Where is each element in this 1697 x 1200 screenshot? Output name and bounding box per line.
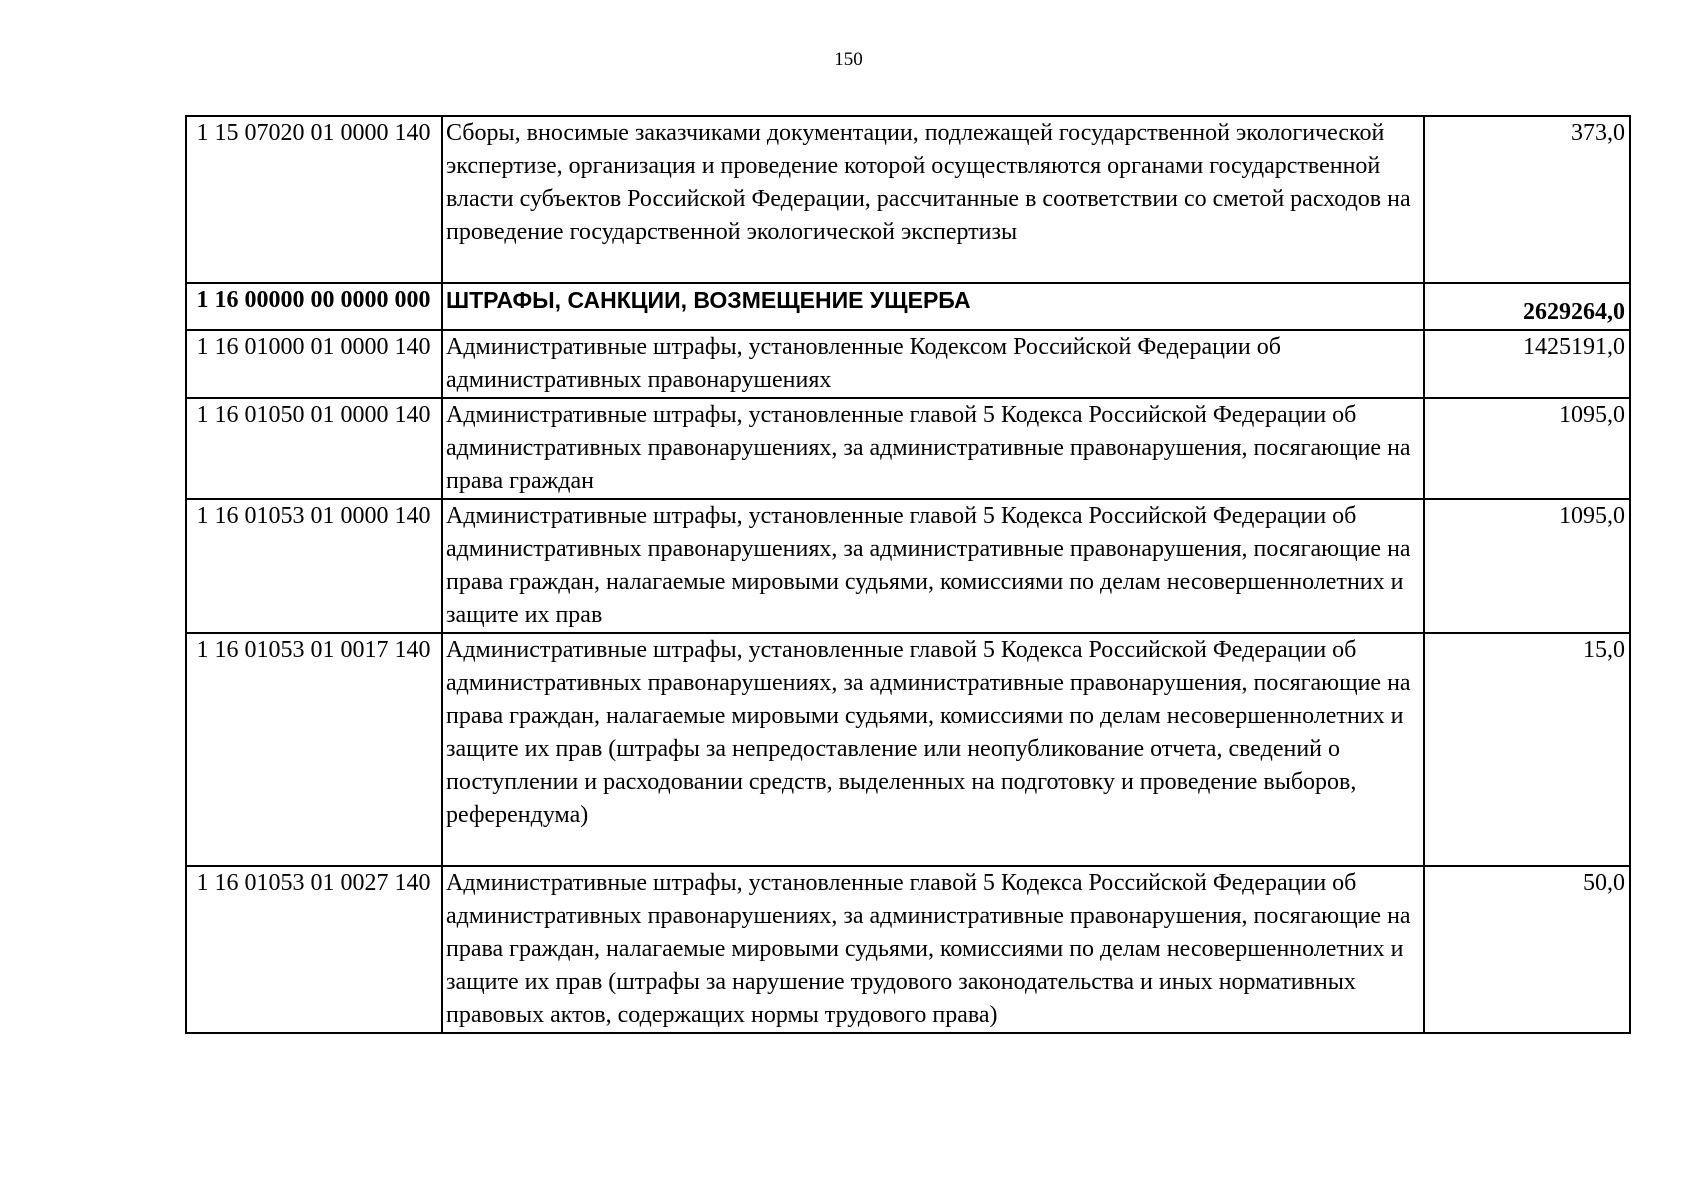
amount-cell: 1095,0 <box>1424 499 1630 633</box>
table-row <box>186 398 1630 499</box>
amount-cell: 1095,0 <box>1424 398 1630 499</box>
item-name-cell: Административные штрафы, установленные Кодексом Российской Федерации об административных правонарушениях <box>442 330 1424 398</box>
page-number: 150 <box>834 49 863 70</box>
amount-cell: 373,0 <box>1424 116 1630 283</box>
table-row <box>186 116 1630 283</box>
budget-code-cell: 1 15 07020 01 0000 140 <box>186 116 442 283</box>
item-name-cell: Административные штрафы, установленные главой 5 Кодекса Российской Федерации об административных правонарушениях, за административные правонарушения, посягающие на права граждан <box>442 398 1424 499</box>
budget-code-cell: 1 16 01000 01 0000 140 <box>186 330 442 398</box>
amount-cell: 1425191,0 <box>1424 330 1630 398</box>
amount-cell: 2629264,0 <box>1424 283 1630 330</box>
amount-cell: 15,0 <box>1424 633 1630 866</box>
budget-code-cell: 1 16 00000 00 0000 000 <box>186 283 442 330</box>
table-row-section <box>186 283 1630 330</box>
item-name-cell: Сборы, вносимые заказчиками документации, подлежащей государственной экологической экспертизе, организация и проведение которой осуществляются органами государственной власти субъектов Российской Федерации, рассчитанные в соответствии со сметой расходов на проведение государственной экологической экспертизы <box>442 116 1424 283</box>
item-name-cell: Административные штрафы, установленные главой 5 Кодекса Российской Федерации об административных правонарушениях, за административные правонарушения, посягающие на права граждан, налагаемые мировыми судьями, комиссиями по делам несовершеннолетних и защите их прав <box>442 499 1424 633</box>
table-row <box>186 633 1630 866</box>
budget-revenue-table <box>185 115 1631 1034</box>
budget-code-cell: 1 16 01053 01 0017 140 <box>186 633 442 866</box>
budget-code-cell: 1 16 01053 01 0000 140 <box>186 499 442 633</box>
table-row <box>186 866 1630 1033</box>
section-title-cell: ШТРАФЫ, САНКЦИИ, ВОЗМЕЩЕНИЕ УЩЕРБА <box>442 283 1424 330</box>
item-name-cell: Административные штрафы, установленные главой 5 Кодекса Российской Федерации об административных правонарушениях, за административные правонарушения, посягающие на права граждан, налагаемые мировыми судьями, комиссиями по делам несовершеннолетних и защите их прав (штрафы за непредоставление или неопубликование отчета, сведений о поступлении и расходовании средств, выделенных на подготовку и проведение выборов, референдума) <box>442 633 1424 866</box>
budget-code-cell: 1 16 01050 01 0000 140 <box>186 398 442 499</box>
table-row <box>186 330 1630 398</box>
item-name-cell: Административные штрафы, установленные главой 5 Кодекса Российской Федерации об административных правонарушениях, за административные правонарушения, посягающие на права граждан, налагаемые мировыми судьями, комиссиями по делам несовершеннолетних и защите их прав (штрафы за нарушение трудового законодательства и иных нормативных правовых актов, содержащих нормы трудового права) <box>442 866 1424 1033</box>
budget-code-cell: 1 16 01053 01 0027 140 <box>186 866 442 1033</box>
table-row <box>186 499 1630 633</box>
amount-cell: 50,0 <box>1424 866 1630 1033</box>
